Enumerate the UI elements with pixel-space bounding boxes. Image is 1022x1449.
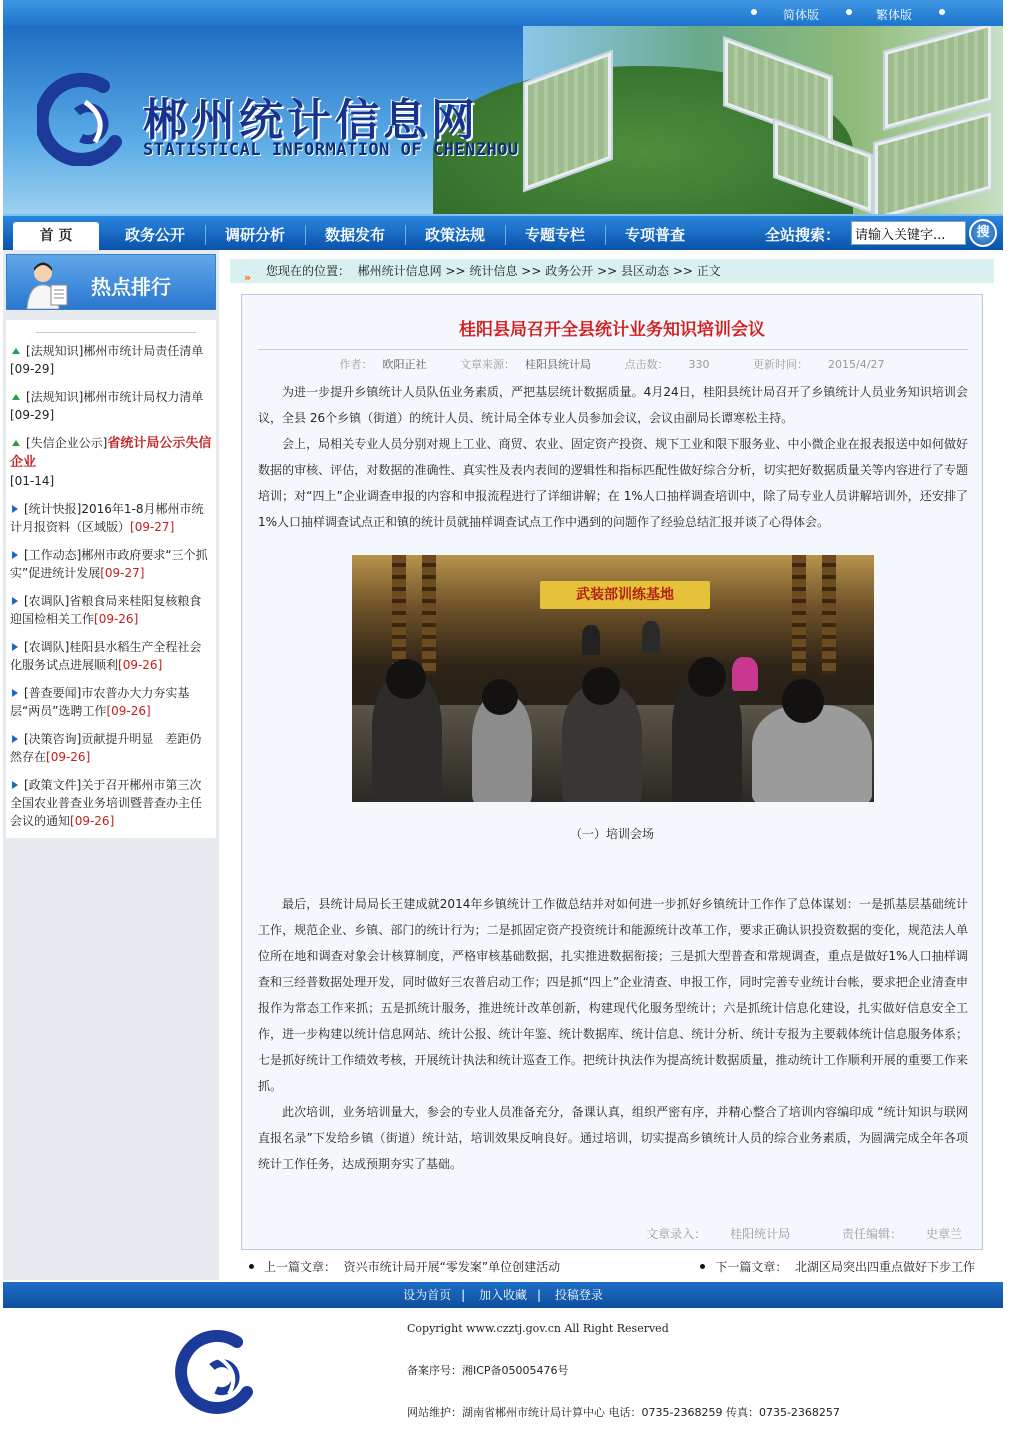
photo-person <box>582 625 600 655</box>
copyright: Copyright www.czztj.gov.cn All Right Reserved <box>407 1322 669 1335</box>
training-photo <box>352 555 874 802</box>
search-label: 全站搜索： <box>765 226 841 244</box>
search-input[interactable] <box>851 221 966 245</box>
hot-item-title[interactable]: 省粮食局来桂阳复核粮食迎国检相关工作 <box>10 594 202 626</box>
article-title: 桂阳县局召开全县统计业务知识培训会议 <box>459 320 765 340</box>
entry: 桂阳统计局 <box>730 1227 791 1241</box>
breadcrumb-label: 您现在的位置： <box>266 264 351 278</box>
hot-item-title[interactable]: 贡献提升明显 差距仍然存在 <box>10 732 202 764</box>
bullet-arrow-icon <box>12 597 18 605</box>
article-paragraph: 为进一步提升乡镇统计人员队伍业务素质，严把基层统计数据质量。4月24日，桂阳县统计局召开了乡镇统计人员业务知识培训会议，全县 26个乡镇（街道）的统计人员、统计局全体专业人员参加会议，会议由副局长谭寒松主持。 <box>258 385 968 425</box>
source: 桂阳县统计局 <box>525 358 592 371</box>
breadcrumb-stats-info[interactable]: 统计信息 <box>469 264 518 278</box>
nav-policy[interactable]: 政策法规 <box>424 226 485 244</box>
hot-list-item[interactable] <box>6 494 216 540</box>
hot-item-category: [普查要闻] <box>24 686 82 700</box>
footer-logo-icon <box>175 1330 261 1416</box>
hot-item-title[interactable]: 市农普办大力夯实基层“两员”选聘工作 <box>10 686 190 718</box>
hot-item-category: [工作动态] <box>24 548 82 562</box>
photo-person <box>582 667 620 705</box>
site-banner <box>3 26 1003 214</box>
hot-item-category: [统计快报] <box>24 502 82 516</box>
hot-list-item[interactable] <box>6 724 216 770</box>
nav-research[interactable]: 调研分析 <box>224 226 285 244</box>
bullet-icon <box>751 9 757 15</box>
photo-detail <box>822 555 836 675</box>
photo-person <box>386 659 426 699</box>
divider <box>258 349 968 350</box>
breadcrumb-separator: >> <box>597 264 618 278</box>
hot-list-item[interactable] <box>6 586 216 632</box>
hot-item-category: [政策文件] <box>24 778 82 792</box>
breadcrumb-current: 正文 <box>696 264 721 278</box>
breadcrumb-separator: >> <box>521 264 542 278</box>
editor-label: 责任编辑： <box>841 1227 902 1241</box>
sidebar <box>3 250 219 1280</box>
hot-item-title[interactable]: 省统计局公示失信企业 <box>10 436 212 470</box>
hot-item-date: [09-26] <box>94 612 139 626</box>
icp-record: 备案序号：湘ICP备05005476号 <box>407 1364 569 1377</box>
prev-label: 上一篇文章： <box>264 1260 337 1274</box>
photo-person <box>732 657 758 691</box>
hot-item-date: [09-26] <box>106 704 151 718</box>
entry-label: 文章录入： <box>646 1227 707 1241</box>
hot-ranking-title: 热点排行 <box>91 275 171 299</box>
hot-list-item[interactable] <box>6 632 216 678</box>
hot-item-category: [决策咨询] <box>24 732 82 746</box>
hot-item-title[interactable]: 郴州市统计局权力清单 <box>83 390 204 404</box>
hot-item-title[interactable]: 2016年1-8月郴州市统计月报资料（区域版） <box>10 502 204 534</box>
simplified-chinese-link[interactable]: 简体版 <box>783 8 820 22</box>
hot-ranking-header <box>6 254 216 310</box>
article-footer <box>598 1225 962 1242</box>
bullet-arrow-icon <box>12 643 18 651</box>
hot-list-item[interactable] <box>6 428 216 494</box>
photo-person <box>642 621 660 653</box>
hot-item-title[interactable]: 关于召开郴州市第三次全国农业普查业务培训暨普查办主任会议的通知 <box>10 778 203 828</box>
rank-up-arrow-icon <box>12 348 20 354</box>
article-paragraph: 会上，局相关专业人员分别对规上工业、商贸、农业、固定资产投资、规下工业和限下服务业、中小微企业在报表报送中如何做好数据的审核、评估，对数据的准确性、真实性及表内表间的逻辑性和指标匹配性做好综合分析，切实把好数据质量关等内容进行了专题培训；对“四上”企业调查申报的内容和申报流程进行了详细讲解；在 1%人口抽样调查培训中，除了局专业人员讲解培训外，还安排了1%人口抽样调查试点正和镇的统计员就抽样调查试点工作中遇到的问题作了经验总结汇报并谈了心得体会。 <box>258 437 968 529</box>
breadcrumb-separator: >> <box>445 264 466 278</box>
site-subtitle: STATISTICAL INFORMATION OF CHENZHOU <box>143 140 519 160</box>
search-button[interactable]: 搜 <box>969 219 997 247</box>
site-maintainer: 网站维护：湖南省郴州市统计局计算中心 电话：0735-2368259 传真：0735-2368257 <box>407 1406 840 1419</box>
submit-login-link[interactable]: 投稿登录 <box>554 1288 603 1302</box>
hot-item-date: [09-26] <box>46 750 91 764</box>
hot-list-item[interactable] <box>6 382 216 428</box>
author-label: 作者： <box>339 358 373 371</box>
photo-person <box>688 657 726 697</box>
hot-list-item[interactable] <box>6 678 216 724</box>
location-arrow-icon: » <box>244 271 252 284</box>
hot-item-title[interactable]: 桂阳县水稻生产全程社会化服务试点进展顺利 <box>10 640 202 672</box>
divider <box>36 332 196 333</box>
site-title: 郴州统计信息网 <box>143 95 479 146</box>
editor: 史章兰 <box>925 1227 962 1241</box>
bullet-icon <box>939 9 945 15</box>
article-paragraph: 此次培训，业务培训量大，参会的专业人员准备充分，备课认真，组织严密有序，并精心整合了培训内容编印成 “统计知识与联网直报名录”下发给乡镇（街道）统计站，培训效果反响良好。通过培训，切实提高乡镇统计人员的综合业务素质，为圆满完成全年各项统计工作任务，达成预期夯实了基础。 <box>258 1105 968 1171</box>
author: 欧阳正社 <box>382 358 427 371</box>
main-nav <box>3 214 1003 250</box>
next-article-link[interactable]: 北湖区局突出四重点做好下步工作 <box>794 1260 975 1274</box>
photo-detail <box>422 555 436 675</box>
hot-item-category: [失信企业公示] <box>26 436 108 450</box>
hot-list-item[interactable] <box>6 540 216 586</box>
clicks: 330 <box>688 358 710 371</box>
bullet-arrow-icon <box>12 735 18 743</box>
add-favorite-link[interactable]: 加入收藏 <box>478 1288 527 1302</box>
next-label: 下一篇文章： <box>715 1260 788 1274</box>
site-logo-icon <box>37 72 129 166</box>
nav-special-topics[interactable]: 专题专栏 <box>524 226 585 244</box>
hot-list-item[interactable] <box>6 770 216 834</box>
hot-item-category: [法规知识] <box>26 390 84 404</box>
hot-item-category: [农调队] <box>24 594 70 608</box>
hot-item-title[interactable]: 郴州市统计局责任清单 <box>83 344 204 358</box>
updated-date: 2015/4/27 <box>828 358 885 371</box>
footer <box>3 1310 1003 1438</box>
article-paragraph: 最后，县统计局局长王建成就2014年乡镇统计工作做总结并对如何进一步抓好乡镇统计工作作了总体谋划：一是抓基层基础统计工作，规范企业、乡镇、部门的统计行为；二是抓固定资产投资统计和能源统计改革工作，要求正确认识投资数据的变化，规范法人单位所在地和调查对象会计核算制度，严格审核基础数据，扎实推进数据衔接；三是抓大型普查和常规调查，重点是做好1%人口抽样调查和三经普数据处理开发，同时做好三农普启动工作；四是抓“四上”企业清查、申报工作，同时完善专业统计台帐，要求把企业清查申报作为常态工作来抓；五是抓统计服务，推进统计改革创新，构建现代化服务型统计；六是抓统计信息化建设，扎实做好信息安全工作，进一步构建以统计信息网站、统计公报、统计年鉴、统计数据库、统计信息、统计分析、统计专报为主要载体统计信息服务体系；七是抓好统计工作绩效考核，开展统计执法和统计巡查工作。把统计执法作为提高统计数据质量，推动统计工作顺利开展的重要工作来抓。 <box>258 897 968 1093</box>
article-meta <box>242 356 982 372</box>
photo-detail <box>792 555 806 675</box>
hot-item-date: [09-27] <box>130 520 175 534</box>
prev-article-link[interactable]: 资兴市统计局开展“零发案”单位创建活动 <box>343 1260 561 1274</box>
hot-item-title[interactable]: 郴州市政府要求“三个抓实”促进统计发展 <box>10 548 208 580</box>
nav-gov-affairs[interactable]: 政务公开 <box>124 226 185 244</box>
article-panel <box>241 294 983 1250</box>
bullet-icon <box>700 1264 705 1269</box>
hot-ranking-list <box>6 320 216 838</box>
hot-list-item[interactable] <box>6 336 216 382</box>
hot-item-date: [09-29] <box>10 362 55 376</box>
clicks-label: 点击数： <box>624 358 669 371</box>
updated-label: 更新时间： <box>753 358 809 371</box>
hot-item-category: [法规知识] <box>26 344 84 358</box>
top-bar <box>3 0 1003 26</box>
bullet-arrow-icon <box>12 781 18 789</box>
avatar-icon <box>21 259 71 309</box>
traditional-chinese-link[interactable]: 繁体版 <box>876 8 913 22</box>
photo-detail <box>392 555 406 675</box>
photo-person <box>482 679 518 715</box>
prev-next-nav <box>241 1258 983 1276</box>
footer-links-bar: 设为首页 | 加入收藏 | 投稿登录 <box>3 1282 1003 1308</box>
hot-item-date: [09-29] <box>10 408 55 422</box>
hot-item-category: [农调队] <box>24 640 70 654</box>
breadcrumb <box>230 259 994 283</box>
photo-banner-text: 武装部训练基地 <box>540 581 710 609</box>
nav-home[interactable]: 首 页 <box>13 222 99 250</box>
hot-item-date: [09-26] <box>118 658 163 672</box>
bullet-arrow-icon <box>12 551 18 559</box>
nav-census[interactable]: 专项普查 <box>624 226 685 244</box>
source-label: 文章来源： <box>460 358 516 371</box>
bullet-icon <box>249 1264 254 1269</box>
breadcrumb-separator: >> <box>672 264 693 278</box>
set-homepage-link[interactable]: 设为首页 <box>403 1288 452 1302</box>
photo-person <box>782 679 824 723</box>
bullet-arrow-icon <box>12 689 18 697</box>
hot-item-date: [09-26] <box>70 814 115 828</box>
breadcrumb-home[interactable]: 郴州统计信息网 <box>357 264 442 278</box>
nav-data-release[interactable]: 数据发布 <box>324 226 385 244</box>
hot-item-date: [01-14] <box>10 474 55 488</box>
photo-caption: （一）培训会场 <box>569 827 654 841</box>
rank-up-arrow-icon <box>12 440 20 446</box>
breadcrumb-gov-affairs[interactable]: 政务公开 <box>545 264 594 278</box>
bullet-icon <box>846 9 852 15</box>
rank-up-arrow-icon <box>12 394 20 400</box>
bullet-arrow-icon <box>12 505 18 513</box>
breadcrumb-county-news[interactable]: 县区动态 <box>621 264 670 278</box>
hot-item-date: [09-27] <box>100 566 145 580</box>
